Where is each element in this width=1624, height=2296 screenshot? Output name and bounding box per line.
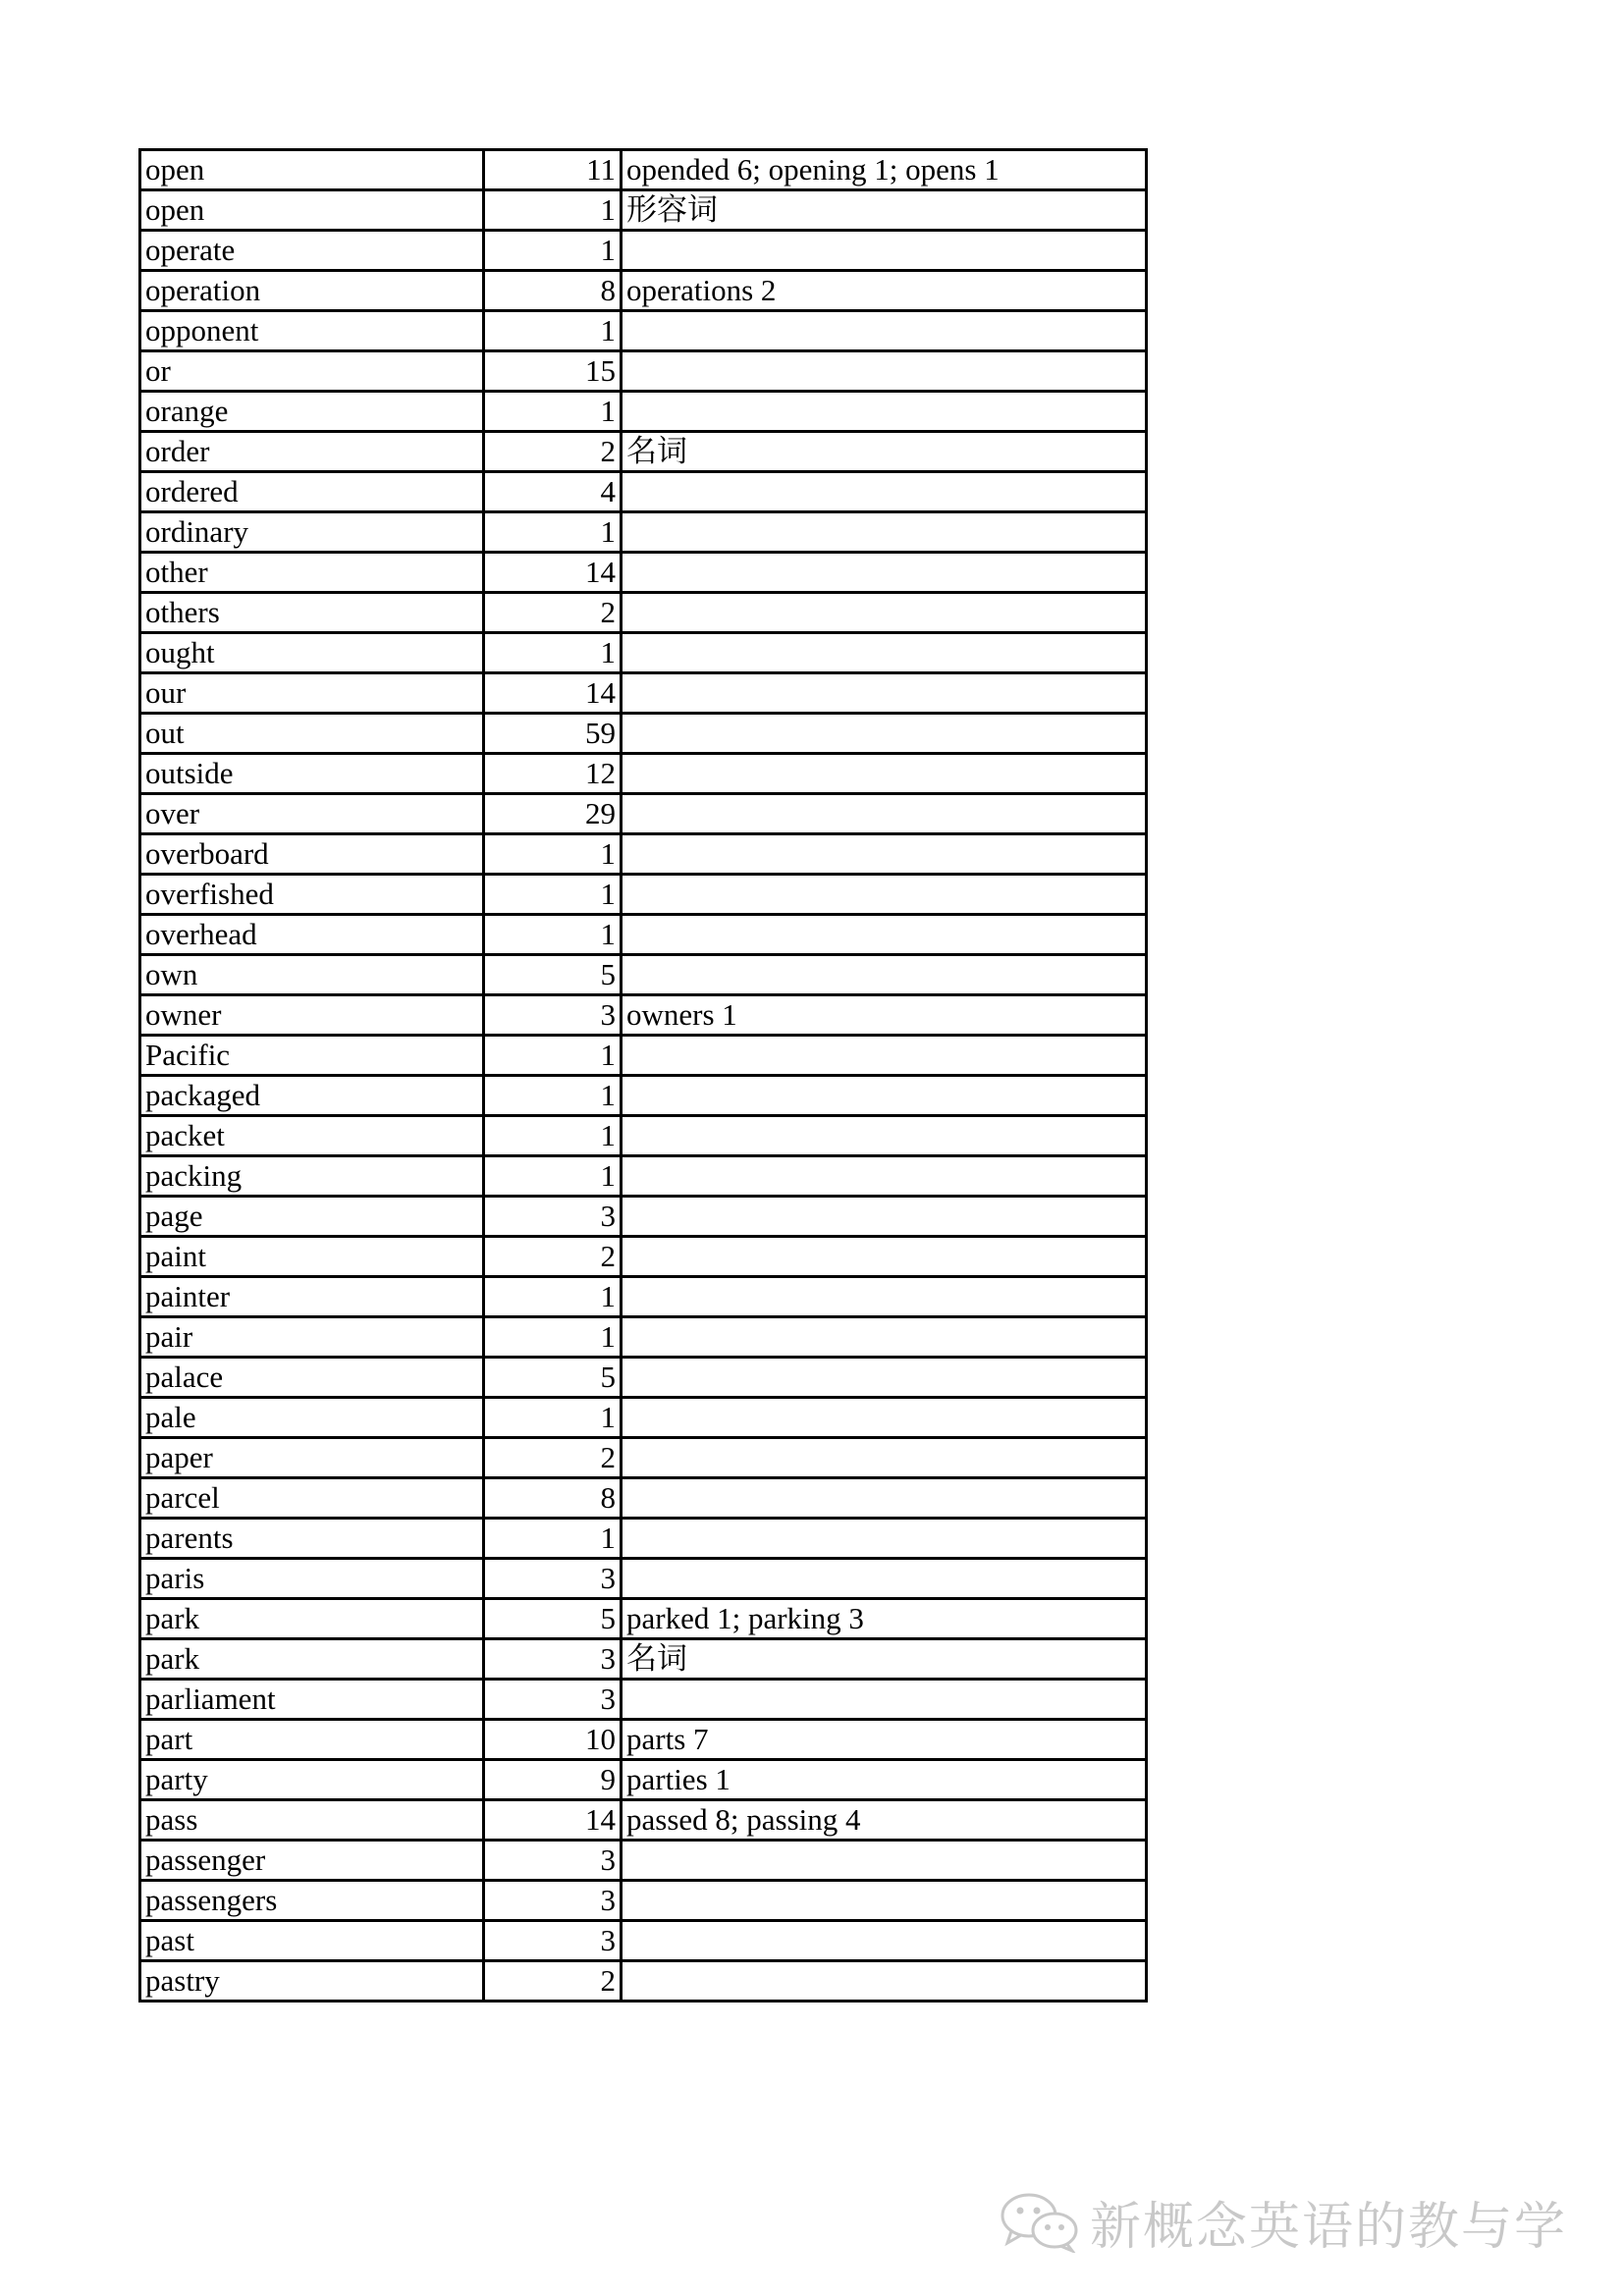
word-cell: Pacific xyxy=(140,1036,484,1076)
word-cell: pair xyxy=(140,1317,484,1358)
word-cell: out xyxy=(140,714,484,754)
table-row xyxy=(140,1559,1147,1599)
count-cell: 1 xyxy=(484,1277,622,1317)
count-cell: 5 xyxy=(484,955,622,995)
table-row xyxy=(140,1036,1147,1076)
word-cell: passengers xyxy=(140,1881,484,1921)
watermark xyxy=(1000,2185,1567,2259)
note-cell xyxy=(622,1519,1147,1559)
note-cell: 形容词 xyxy=(622,190,1147,231)
word-cell: pale xyxy=(140,1398,484,1438)
word-cell: ordered xyxy=(140,472,484,512)
word-cell: park xyxy=(140,1599,484,1639)
note-cell xyxy=(622,1680,1147,1720)
count-cell: 3 xyxy=(484,1841,622,1881)
note-cell: parked 1; parking 3 xyxy=(622,1599,1147,1639)
note-cell: passed 8; passing 4 xyxy=(622,1800,1147,1841)
note-cell xyxy=(622,714,1147,754)
table-row xyxy=(140,432,1147,472)
table-row xyxy=(140,351,1147,392)
table-row xyxy=(140,1116,1147,1156)
note-cell xyxy=(622,834,1147,875)
table-row xyxy=(140,633,1147,673)
table-row xyxy=(140,794,1147,834)
vocabulary-table-body xyxy=(140,150,1147,2002)
note-cell xyxy=(622,875,1147,915)
count-cell: 2 xyxy=(484,1438,622,1478)
note-cell: opended 6; opening 1; opens 1 xyxy=(622,150,1147,190)
count-cell: 14 xyxy=(484,673,622,714)
table-row xyxy=(140,1277,1147,1317)
table-row xyxy=(140,472,1147,512)
table-row xyxy=(140,1961,1147,2002)
watermark-text: 新概念英语的教与学 xyxy=(1090,2198,1568,2257)
note-cell xyxy=(622,1478,1147,1519)
count-cell: 14 xyxy=(484,1800,622,1841)
count-cell: 29 xyxy=(484,794,622,834)
count-cell: 14 xyxy=(484,553,622,593)
table-row xyxy=(140,1076,1147,1116)
note-cell xyxy=(622,553,1147,593)
word-cell: paper xyxy=(140,1438,484,1478)
word-cell: pass xyxy=(140,1800,484,1841)
table-row xyxy=(140,1237,1147,1277)
word-cell: passenger xyxy=(140,1841,484,1881)
note-cell: parties 1 xyxy=(622,1760,1147,1800)
table-row xyxy=(140,1680,1147,1720)
note-cell xyxy=(622,915,1147,955)
word-cell: opponent xyxy=(140,311,484,351)
note-cell xyxy=(622,673,1147,714)
word-cell: paint xyxy=(140,1237,484,1277)
word-cell: other xyxy=(140,553,484,593)
note-cell xyxy=(622,351,1147,392)
table-row xyxy=(140,1358,1147,1398)
note-cell: 名词 xyxy=(622,432,1147,472)
table-row xyxy=(140,1478,1147,1519)
count-cell: 1 xyxy=(484,1076,622,1116)
note-cell xyxy=(622,1036,1147,1076)
word-cell: order xyxy=(140,432,484,472)
count-cell: 4 xyxy=(484,472,622,512)
count-cell: 2 xyxy=(484,1961,622,2002)
count-cell: 12 xyxy=(484,754,622,794)
count-cell: 2 xyxy=(484,1237,622,1277)
table-row xyxy=(140,1317,1147,1358)
table-row xyxy=(140,150,1147,190)
table-row xyxy=(140,1881,1147,1921)
note-cell xyxy=(622,1438,1147,1478)
note-cell xyxy=(622,633,1147,673)
table-row xyxy=(140,1921,1147,1961)
table-row xyxy=(140,915,1147,955)
table-row xyxy=(140,1800,1147,1841)
word-cell: ought xyxy=(140,633,484,673)
word-cell: owner xyxy=(140,995,484,1036)
table-row xyxy=(140,1639,1147,1680)
table-row xyxy=(140,1519,1147,1559)
count-cell: 3 xyxy=(484,1921,622,1961)
word-cell: parcel xyxy=(140,1478,484,1519)
note-cell xyxy=(622,1277,1147,1317)
word-cell: packing xyxy=(140,1156,484,1197)
count-cell: 1 xyxy=(484,1036,622,1076)
word-cell: others xyxy=(140,593,484,633)
note-cell: parts 7 xyxy=(622,1720,1147,1760)
table-row xyxy=(140,673,1147,714)
note-cell xyxy=(622,1398,1147,1438)
count-cell: 1 xyxy=(484,1317,622,1358)
note-cell xyxy=(622,1317,1147,1358)
table-row xyxy=(140,995,1147,1036)
note-cell xyxy=(622,1156,1147,1197)
table-row xyxy=(140,1398,1147,1438)
word-cell: past xyxy=(140,1921,484,1961)
count-cell: 1 xyxy=(484,392,622,432)
count-cell: 1 xyxy=(484,311,622,351)
table-row xyxy=(140,1156,1147,1197)
table-row xyxy=(140,1438,1147,1478)
word-cell: painter xyxy=(140,1277,484,1317)
note-cell: owners 1 xyxy=(622,995,1147,1036)
table-row xyxy=(140,834,1147,875)
note-cell xyxy=(622,955,1147,995)
count-cell: 1 xyxy=(484,1116,622,1156)
count-cell: 15 xyxy=(484,351,622,392)
table-row xyxy=(140,190,1147,231)
word-cell: overhead xyxy=(140,915,484,955)
count-cell: 2 xyxy=(484,593,622,633)
word-cell: our xyxy=(140,673,484,714)
note-cell xyxy=(622,1961,1147,2002)
word-cell: open xyxy=(140,150,484,190)
word-cell: overboard xyxy=(140,834,484,875)
note-cell xyxy=(622,754,1147,794)
count-cell: 1 xyxy=(484,1519,622,1559)
note-cell xyxy=(622,1841,1147,1881)
word-cell: open xyxy=(140,190,484,231)
count-cell: 1 xyxy=(484,915,622,955)
word-cell: paris xyxy=(140,1559,484,1599)
note-cell: 名词 xyxy=(622,1639,1147,1680)
table-row xyxy=(140,754,1147,794)
word-cell: park xyxy=(140,1639,484,1680)
word-cell: palace xyxy=(140,1358,484,1398)
note-cell xyxy=(622,1076,1147,1116)
note-cell xyxy=(622,593,1147,633)
table-row xyxy=(140,955,1147,995)
count-cell: 3 xyxy=(484,1639,622,1680)
note-cell xyxy=(622,512,1147,553)
note-cell xyxy=(622,1116,1147,1156)
word-cell: outside xyxy=(140,754,484,794)
note-cell xyxy=(622,1237,1147,1277)
word-cell: own xyxy=(140,955,484,995)
note-cell xyxy=(622,1358,1147,1398)
table-row xyxy=(140,231,1147,271)
count-cell: 1 xyxy=(484,834,622,875)
count-cell: 59 xyxy=(484,714,622,754)
table-row xyxy=(140,1197,1147,1237)
count-cell: 5 xyxy=(484,1358,622,1398)
note-cell xyxy=(622,1921,1147,1961)
table-row xyxy=(140,392,1147,432)
table-row xyxy=(140,593,1147,633)
count-cell: 8 xyxy=(484,271,622,311)
count-cell: 1 xyxy=(484,633,622,673)
table-row xyxy=(140,553,1147,593)
count-cell: 1 xyxy=(484,875,622,915)
note-cell xyxy=(622,311,1147,351)
count-cell: 1 xyxy=(484,1398,622,1438)
count-cell: 10 xyxy=(484,1720,622,1760)
count-cell: 3 xyxy=(484,995,622,1036)
table-row xyxy=(140,714,1147,754)
count-cell: 8 xyxy=(484,1478,622,1519)
wechat-icon xyxy=(1000,2192,1080,2253)
table-row xyxy=(140,1760,1147,1800)
table-row xyxy=(140,1599,1147,1639)
count-cell: 3 xyxy=(484,1881,622,1921)
note-cell xyxy=(622,231,1147,271)
word-cell: packaged xyxy=(140,1076,484,1116)
note-cell xyxy=(622,794,1147,834)
word-cell: or xyxy=(140,351,484,392)
vocabulary-table xyxy=(138,148,1148,2002)
word-cell: parliament xyxy=(140,1680,484,1720)
word-cell: party xyxy=(140,1760,484,1800)
word-cell: packet xyxy=(140,1116,484,1156)
count-cell: 1 xyxy=(484,1156,622,1197)
note-cell xyxy=(622,1197,1147,1237)
count-cell: 1 xyxy=(484,512,622,553)
count-cell: 9 xyxy=(484,1760,622,1800)
count-cell: 1 xyxy=(484,231,622,271)
table-row xyxy=(140,875,1147,915)
table-row xyxy=(140,311,1147,351)
note-cell xyxy=(622,1559,1147,1599)
word-cell: part xyxy=(140,1720,484,1760)
word-cell: parents xyxy=(140,1519,484,1559)
word-cell: operation xyxy=(140,271,484,311)
note-cell xyxy=(622,392,1147,432)
table-row xyxy=(140,1720,1147,1760)
note-cell xyxy=(622,472,1147,512)
word-cell: over xyxy=(140,794,484,834)
count-cell: 11 xyxy=(484,150,622,190)
word-cell: orange xyxy=(140,392,484,432)
word-cell: pastry xyxy=(140,1961,484,2002)
count-cell: 2 xyxy=(484,432,622,472)
word-cell: page xyxy=(140,1197,484,1237)
table-row xyxy=(140,1841,1147,1881)
count-cell: 3 xyxy=(484,1559,622,1599)
word-cell: overfished xyxy=(140,875,484,915)
note-cell xyxy=(622,1881,1147,1921)
count-cell: 3 xyxy=(484,1680,622,1720)
note-cell: operations 2 xyxy=(622,271,1147,311)
word-cell: operate xyxy=(140,231,484,271)
word-cell: ordinary xyxy=(140,512,484,553)
table-row xyxy=(140,512,1147,553)
count-cell: 3 xyxy=(484,1197,622,1237)
count-cell: 1 xyxy=(484,190,622,231)
count-cell: 5 xyxy=(484,1599,622,1639)
table-row xyxy=(140,271,1147,311)
